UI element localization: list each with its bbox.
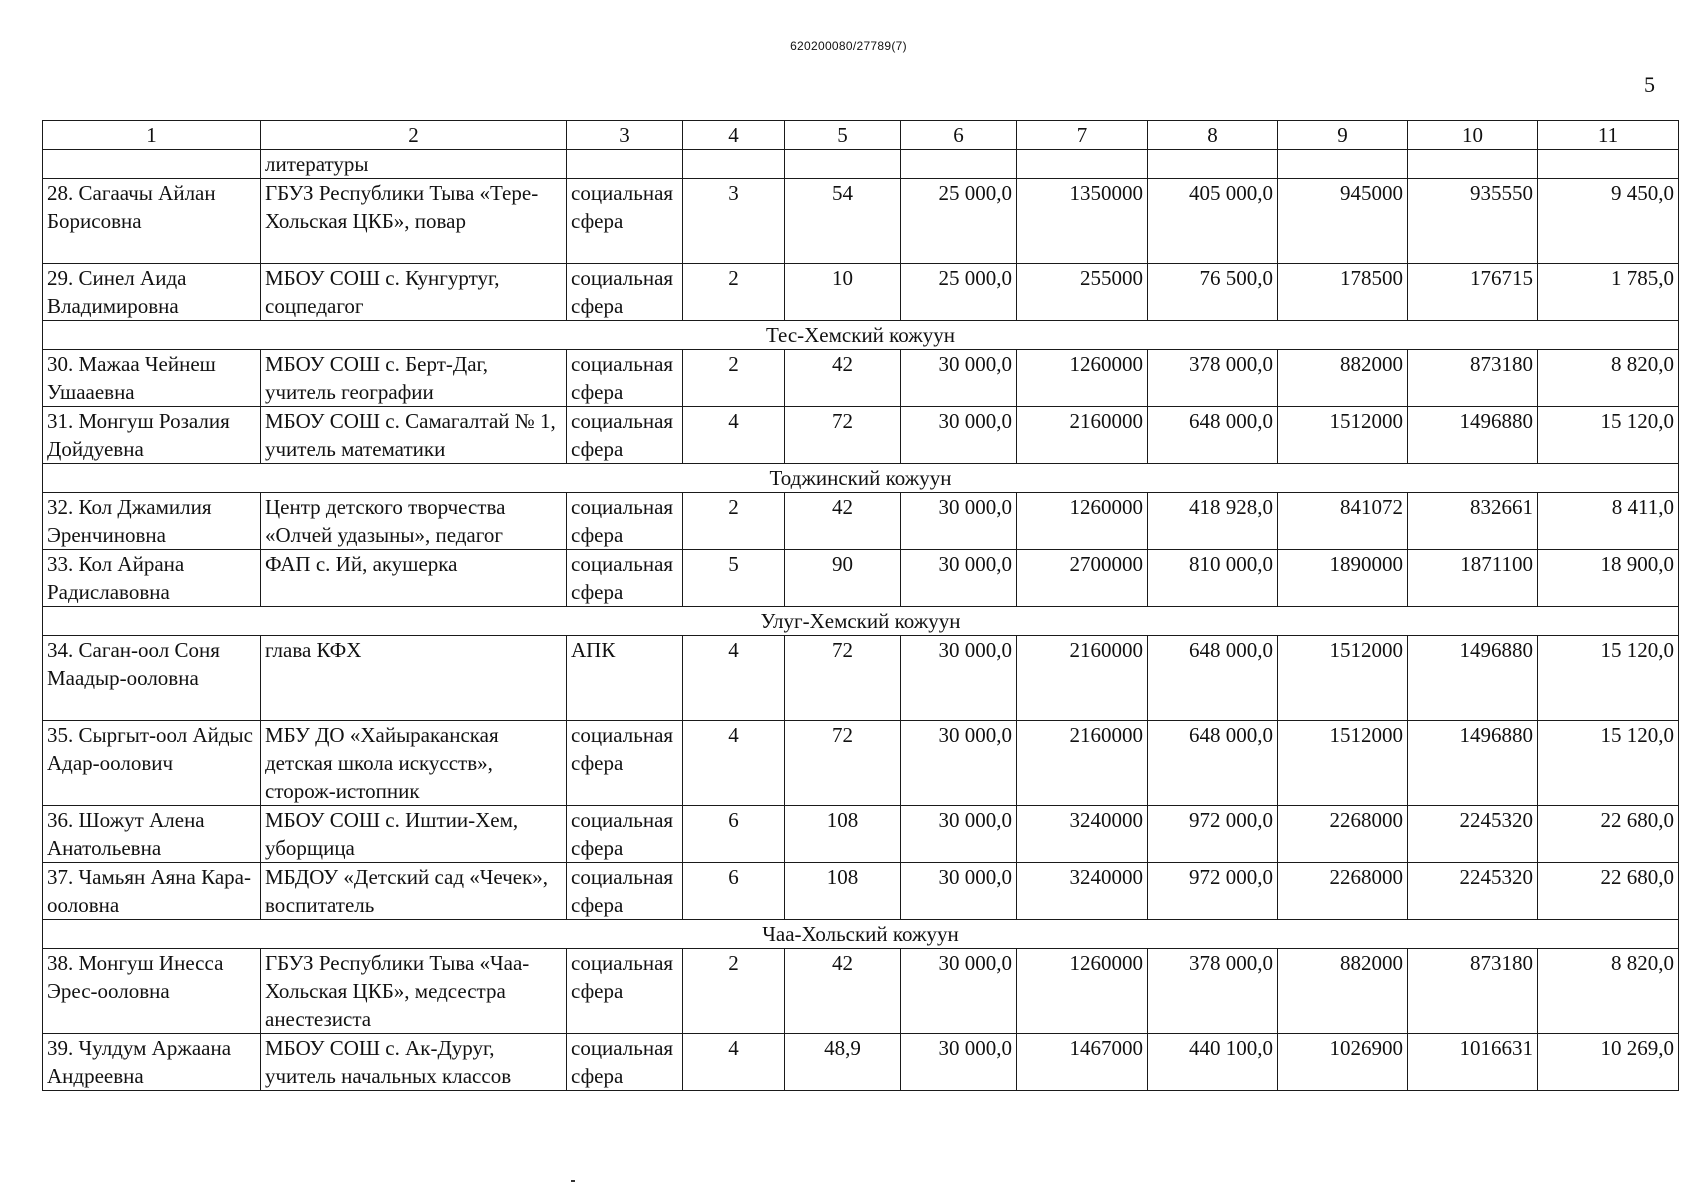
value-cell: 3 [683,179,785,264]
value-cell: 30 000,0 [901,949,1017,1034]
recipient-name-cell: 28. Сагаачы Айлан Борисовна [43,179,261,264]
value-cell: 2160000 [1017,407,1148,464]
value-cell: 3240000 [1017,863,1148,920]
value-cell: 15 120,0 [1538,636,1679,721]
value-cell: 18 900,0 [1538,550,1679,607]
workplace-cell: Центр детского творчества «Олчей удазыны», педагог [261,493,567,550]
value-cell: 30 000,0 [901,636,1017,721]
continuation-row [43,150,1679,179]
value-cell: 1871100 [1408,550,1538,607]
value-cell: 2 [683,350,785,407]
value-cell: 972 000,0 [1148,806,1278,863]
table-row [43,407,1679,464]
table-cell [901,150,1017,179]
table-cell [567,150,683,179]
column-header: 11 [1538,121,1679,150]
value-cell: 108 [785,806,901,863]
table-cell [785,150,901,179]
value-cell: 22 680,0 [1538,863,1679,920]
table-cell [1017,150,1148,179]
value-cell: 30 000,0 [901,350,1017,407]
workplace-cell: МБДОУ «Детский сад «Чечек», воспитатель [261,863,567,920]
column-header: 4 [683,121,785,150]
recipient-name-cell: 32. Кол Джамилия Эренчиновна [43,493,261,550]
sector-cell: социальная сфера [567,863,683,920]
value-cell: 25 000,0 [901,264,1017,321]
value-cell: 1496880 [1408,636,1538,721]
section-title: Тес-Хемский кожуун [43,321,1679,350]
value-cell: 1026900 [1278,1034,1408,1091]
sector-cell: социальная сфера [567,179,683,264]
sector-cell: АПК [567,636,683,721]
value-cell: 108 [785,863,901,920]
column-header: 7 [1017,121,1148,150]
sector-cell: социальная сфера [567,493,683,550]
value-cell: 1016631 [1408,1034,1538,1091]
value-cell: 648 000,0 [1148,721,1278,806]
scan-speck [571,1180,575,1182]
workplace-cell: МБОУ СОШ с. Самагалтай № 1, учитель математики [261,407,567,464]
recipient-name-cell: 36. Шожут Алена Анатольевна [43,806,261,863]
column-header: 1 [43,121,261,150]
table-row [43,1034,1679,1091]
value-cell: 1260000 [1017,350,1148,407]
value-cell: 882000 [1278,949,1408,1034]
recipient-name-cell: 30. Мажаа Чейнеш Ушааевна [43,350,261,407]
value-cell: 1512000 [1278,721,1408,806]
value-cell: 873180 [1408,350,1538,407]
value-cell: 42 [785,949,901,1034]
sector-cell: социальная сфера [567,407,683,464]
value-cell: 30 000,0 [901,806,1017,863]
value-cell: 4 [683,636,785,721]
sector-cell: социальная сфера [567,949,683,1034]
table-row [43,863,1679,920]
workplace-cell: ГБУЗ Республики Тыва «Тере-Хольская ЦКБ», повар [261,179,567,264]
table-row [43,721,1679,806]
value-cell: 2 [683,949,785,1034]
sector-cell: социальная сфера [567,721,683,806]
workplace-cell: МБУ ДО «Хайыраканская детская школа искусств», сторож-истопник [261,721,567,806]
workplace-cell: МБОУ СОШ с. Берт-Даг, учитель географии [261,350,567,407]
value-cell: 873180 [1408,949,1538,1034]
value-cell: 30 000,0 [901,721,1017,806]
value-cell: 42 [785,493,901,550]
value-cell: 882000 [1278,350,1408,407]
value-cell: 4 [683,721,785,806]
document-id: 620200080/27789(7) [790,39,907,53]
value-cell: 2160000 [1017,636,1148,721]
data-table [42,120,1679,1091]
value-cell: 255000 [1017,264,1148,321]
value-cell: 841072 [1278,493,1408,550]
section-row [43,464,1679,493]
value-cell: 1350000 [1017,179,1148,264]
section-title: Чаа-Хольский кожуун [43,920,1679,949]
table-body [43,121,1679,1091]
workplace-cell: глава КФХ [261,636,567,721]
recipient-name-cell: 35. Сыргыт-оол Айдыс Адар-оолович [43,721,261,806]
recipient-name-cell: 37. Чамьян Аяна Кара-ооловна [43,863,261,920]
value-cell: 10 [785,264,901,321]
workplace-cell: ГБУЗ Республики Тыва «Чаа-Хольская ЦКБ», медсестра анестезиста [261,949,567,1034]
table-row [43,636,1679,721]
value-cell: 972 000,0 [1148,863,1278,920]
value-cell: 378 000,0 [1148,949,1278,1034]
value-cell: 15 120,0 [1538,407,1679,464]
table-row [43,350,1679,407]
value-cell: 4 [683,1034,785,1091]
value-cell: 54 [785,179,901,264]
value-cell: 1 785,0 [1538,264,1679,321]
recipient-name-cell: 31. Монгуш Розалия Дойдуевна [43,407,261,464]
sector-cell: социальная сфера [567,264,683,321]
workplace-cell: МБОУ СОШ с. Кунгуртуг, соцпедагог [261,264,567,321]
workplace-cell: ФАП с. Ий, акушерка [261,550,567,607]
sector-cell: социальная сфера [567,350,683,407]
value-cell: 832661 [1408,493,1538,550]
value-cell: 648 000,0 [1148,407,1278,464]
table-row [43,550,1679,607]
value-cell: 1260000 [1017,493,1148,550]
table-header-row [43,121,1679,150]
value-cell: 2268000 [1278,863,1408,920]
value-cell: 1496880 [1408,721,1538,806]
value-cell: 405 000,0 [1148,179,1278,264]
value-cell: 9 450,0 [1538,179,1679,264]
table-cell [1538,150,1679,179]
value-cell: 1496880 [1408,407,1538,464]
table-row [43,949,1679,1034]
value-cell: 30 000,0 [901,407,1017,464]
value-cell: 30 000,0 [901,550,1017,607]
value-cell: 8 820,0 [1538,350,1679,407]
section-title: Тоджинский кожуун [43,464,1679,493]
value-cell: 72 [785,407,901,464]
table-cell [43,150,261,179]
value-cell: 1890000 [1278,550,1408,607]
value-cell: 3240000 [1017,806,1148,863]
value-cell: 30 000,0 [901,1034,1017,1091]
value-cell: 2268000 [1278,806,1408,863]
sector-cell: социальная сфера [567,550,683,607]
table-row [43,179,1679,264]
value-cell: 22 680,0 [1538,806,1679,863]
value-cell: 2 [683,264,785,321]
table-cell [1278,150,1408,179]
value-cell: 2 [683,493,785,550]
value-cell: 2245320 [1408,806,1538,863]
value-cell: 42 [785,350,901,407]
value-cell: 440 100,0 [1148,1034,1278,1091]
sector-cell: социальная сфера [567,806,683,863]
value-cell: 30 000,0 [901,863,1017,920]
section-title: Улуг-Хемский кожуун [43,607,1679,636]
value-cell: 6 [683,806,785,863]
column-header: 10 [1408,121,1538,150]
workplace-cell: МБОУ СОШ с. Ак-Дуруг, учитель начальных классов [261,1034,567,1091]
value-cell: 1260000 [1017,949,1148,1034]
table-cell: литературы [261,150,567,179]
value-cell: 6 [683,863,785,920]
column-header: 5 [785,121,901,150]
value-cell: 1512000 [1278,407,1408,464]
value-cell: 30 000,0 [901,493,1017,550]
value-cell: 176715 [1408,264,1538,321]
value-cell: 418 928,0 [1148,493,1278,550]
value-cell: 90 [785,550,901,607]
value-cell: 72 [785,636,901,721]
value-cell: 178500 [1278,264,1408,321]
value-cell: 2245320 [1408,863,1538,920]
value-cell: 4 [683,407,785,464]
value-cell: 8 820,0 [1538,949,1679,1034]
value-cell: 2160000 [1017,721,1148,806]
value-cell: 935550 [1408,179,1538,264]
sector-cell: социальная сфера [567,1034,683,1091]
table-cell [1408,150,1538,179]
value-cell: 1467000 [1017,1034,1148,1091]
value-cell: 72 [785,721,901,806]
column-header: 3 [567,121,683,150]
value-cell: 1512000 [1278,636,1408,721]
table-cell [683,150,785,179]
value-cell: 378 000,0 [1148,350,1278,407]
value-cell: 810 000,0 [1148,550,1278,607]
value-cell: 5 [683,550,785,607]
recipient-name-cell: 38. Монгуш Инесса Эрес-ооловна [43,949,261,1034]
table-row [43,264,1679,321]
section-row [43,607,1679,636]
recipient-name-cell: 33. Кол Айрана Радиславовна [43,550,261,607]
section-row [43,920,1679,949]
value-cell: 10 269,0 [1538,1034,1679,1091]
page-number: 5 [1644,72,1655,97]
table-row [43,493,1679,550]
value-cell: 945000 [1278,179,1408,264]
section-row [43,321,1679,350]
value-cell: 25 000,0 [901,179,1017,264]
workplace-cell: МБОУ СОШ с. Иштии-Хем, уборщица [261,806,567,863]
value-cell: 8 411,0 [1538,493,1679,550]
column-header: 9 [1278,121,1408,150]
value-cell: 48,9 [785,1034,901,1091]
table-cell [1148,150,1278,179]
column-header: 8 [1148,121,1278,150]
recipient-name-cell: 39. Чулдум Аржаана Андреевна [43,1034,261,1091]
value-cell: 648 000,0 [1148,636,1278,721]
recipient-name-cell: 29. Синел Аида Владимировна [43,264,261,321]
value-cell: 15 120,0 [1538,721,1679,806]
column-header: 6 [901,121,1017,150]
table-row [43,806,1679,863]
recipient-name-cell: 34. Саган-оол Соня Маадыр-ооловна [43,636,261,721]
column-header: 2 [261,121,567,150]
value-cell: 2700000 [1017,550,1148,607]
value-cell: 76 500,0 [1148,264,1278,321]
